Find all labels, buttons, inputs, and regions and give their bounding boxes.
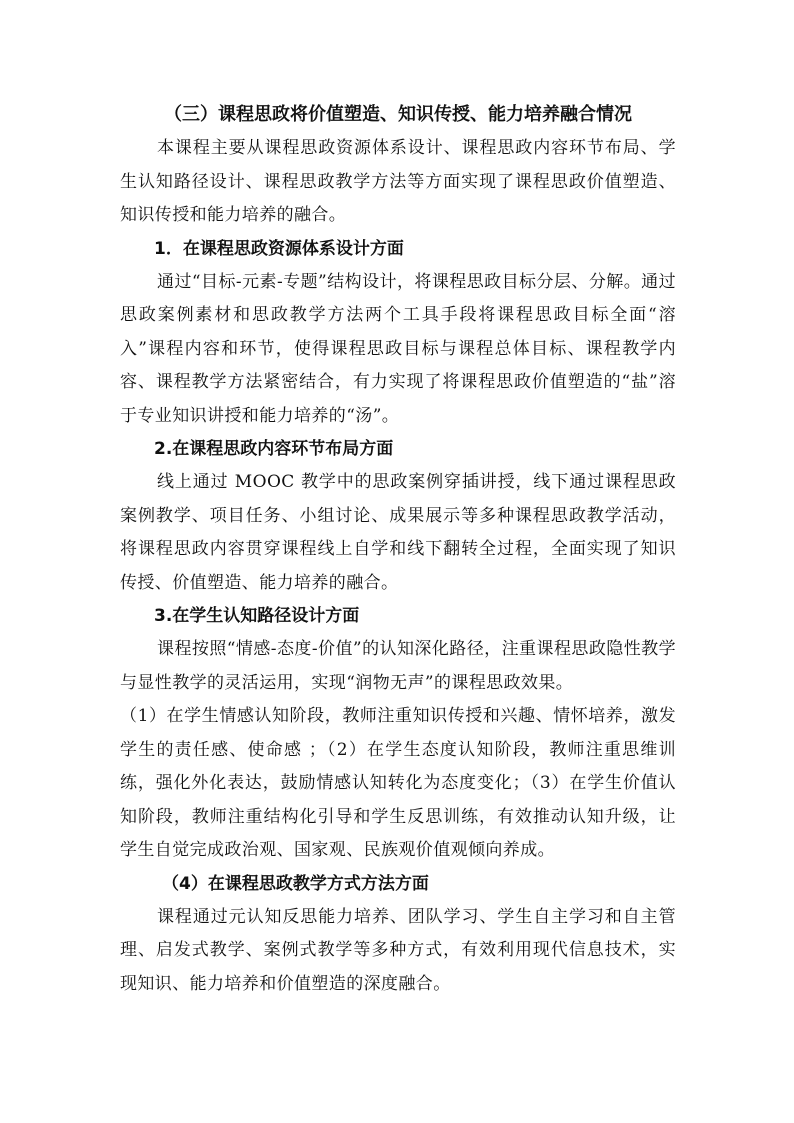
paragraph-cognitive-path: 课程按照“情感-态度-价值”的认知深化路径，注重课程思政隐性教学与显性教学的灵活运用，实现“润物无声”的课程思政效果。 <box>120 639 676 693</box>
paragraph-content-layout: 线上通过 MOOC 教学中的思政案例穿插讲授，线下通过课程思政案例教学、项目任务、小组讨论、成果展示等多种课程思政教学活动，将课程思政内容贯穿课程线上自学和线下翻转全过程，全面实现了知识传授、价值塑造、能力培养的融合。 <box>120 472 676 593</box>
document-page <box>120 98 676 1001</box>
intro-paragraph: 本课程主要从课程思政资源体系设计、课程思政内容环节布局、学生认知路径设计、课程思政教学方法等方面实现了课程思政价值塑造、知识传授和能力培养的融合。 <box>120 138 676 225</box>
paragraph-cognitive-stages: （1）在学生情感认知阶段，教师注重知识传授和兴趣、情怀培养，激发学生的责任感、使命感 ；（2）在学生态度认知阶段，教师注重思维训练，强化外化表达，鼓励情感认知转化为态度变化；（3）在学生价值认知阶段，教师注重结构化引导和学生反思训练，有效推动认知升级，让学生自觉完成政治观、国家观、民族观价值观倾向养成。 <box>120 706 676 860</box>
paragraph-teaching-methods: 课程通过元认知反思能力培养、团队学习、学生自主学习和自主管理、启发式教学、案例式教学等多种方式，有效利用现代信息技术，实现知识、能力培养和价值塑造的深度融合。 <box>120 906 676 994</box>
heading-content-layout: 2.在课程思政内容环节布局方面 <box>154 439 394 459</box>
heading-resource-design: 1．在课程思政资源体系设计方面 <box>154 238 404 259</box>
heading-teaching-methods: （4）在课程思政教学方式方法方面 <box>162 873 429 894</box>
heading-cognitive-path: 3.在学生认知路径设计方面 <box>154 606 360 626</box>
section-title: （三）课程思政将价值塑造、知识传授、能力培养融合情况 <box>164 104 632 125</box>
paragraph-resource-design: 通过“目标-元素-专题”结构设计，将课程思政目标分层、分解。通过思政案例素材和思政教学方法两个工具手段将课程思政目标全面“溶入”课程内容和环节，使得课程思政目标与课程总体目标、课程教学内容、课程教学方法紧密结合，有力实现了将课程思政价值塑造的“盐”溶于专业知识讲授和能力培养的“汤”。 <box>120 271 676 426</box>
